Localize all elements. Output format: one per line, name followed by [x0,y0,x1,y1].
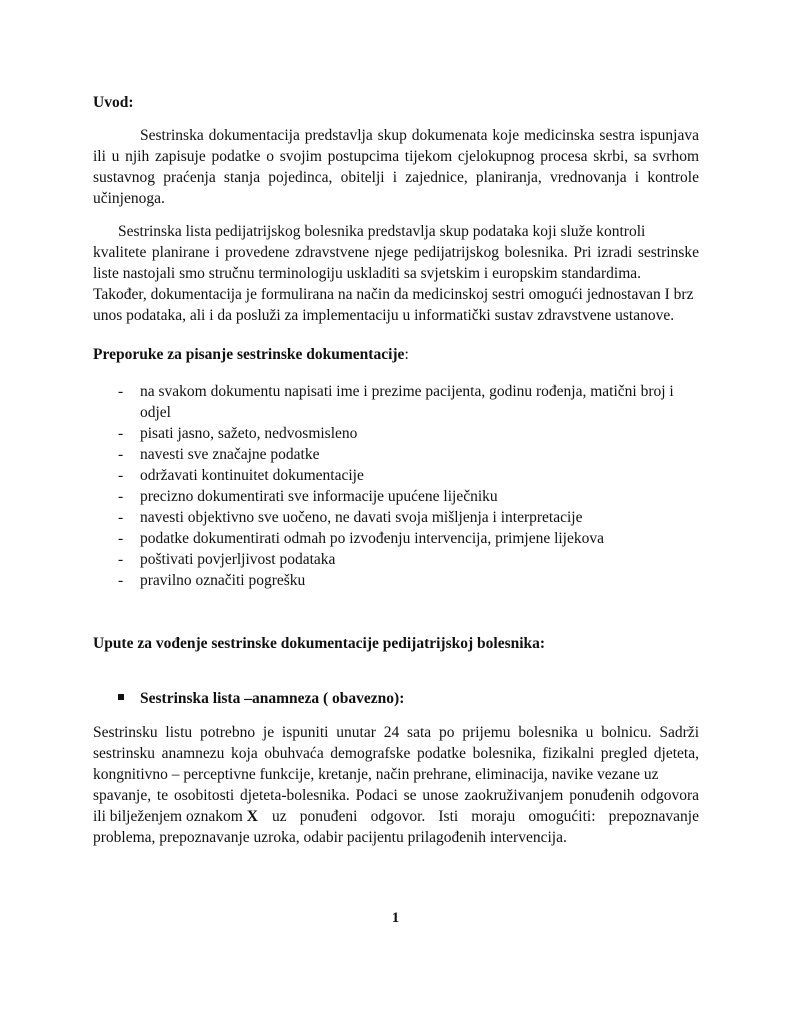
list-item [118,507,674,528]
list-item-text: na svakom dokumentu napisati ime i prezime pacijenta, godinu rođenja, matični broj i [140,383,674,400]
list-item [118,486,674,507]
paragraph-line: spavanje, te osobitosti djeteta-bolesnika. Podaci se unose zaokruživanjem ponuđenih odgovora [93,787,699,804]
square-bullet-icon [118,694,124,700]
paragraph-fragment: ili bilježenjem oznakom [93,808,243,825]
intro-paragraph-2 [93,221,699,326]
list-item-text: navesti sve značajne podatke [140,446,320,463]
page-number: 1 [391,910,400,926]
intro-paragraph-1 [93,125,699,209]
dash-marker: - [118,425,124,442]
paragraph-line: liste nastojali smo stručnu terminologiju uskladiti sa svjetskim i europskim standardima. [93,265,642,282]
paragraph-line [93,806,699,827]
list-item [118,528,674,549]
anamnesis-bullet [118,688,404,709]
paragraph-line: kvalitete planirane i provedene zdravstvene njege pedijatrijskog bolesnika. Pri izradi sestrinske [93,244,699,261]
list-item-text: pravilno označiti pogrešku [140,572,306,589]
paragraph-line: učinjenoga. [93,190,165,207]
dash-marker: - [118,383,124,400]
list-item-text: navesti objektivno sve uočeno, ne davati svoja mišljenja i interpretacije [140,509,583,526]
paragraph-line: sestrinsku anamnezu koja obuhvaća demografske podatke bolesnika, fizikalni pregled djeteta, [93,745,699,762]
paragraph-line: ili u njih zapisuje podatke o svojim postupcima tijekom cjelokupnog procesa skrbi, sa svrhom [93,148,699,165]
list-item-text: podatke dokumentirati odmah po izvođenju intervencija, primjene lijekova [140,530,605,547]
paragraph-line: Sestrinska dokumentacija predstavlja skup dokumenata koje medicinska sestra ispunjava [140,127,699,144]
list-item [118,444,674,465]
list-item [118,423,674,444]
x-mark: X [246,808,258,825]
list-item-text: održavati kontinuitet dokumentacije [140,467,364,484]
paragraph-line: sustavnog praćenja stanja pojedinca, obitelji i zajednice, planiranja, vrednovanja i kontrole [93,169,699,186]
list-item-text: pisati jasno, sažeto, nedvosmisleno [140,425,358,442]
paragraph-line: unos podataka, ali i da posluži za implementaciju u informatički sustav zdravstvene ustanove. [93,307,675,324]
list-item-text: poštivati povjerljivost podataka [140,551,336,568]
dash-marker: - [118,551,124,568]
recommendations-list [118,381,674,591]
recommendations-title-colon: : [404,346,409,363]
list-item-text: precizno dokumentirati sve informacije upućene liječniku [140,488,498,505]
intro-heading: Uvod: [93,94,134,111]
paragraph-line: kongnitivno – perceptivne funkcije, kretanje, način prehrane, eliminacija, navike vezane uz [93,766,659,783]
list-item [118,549,674,570]
dash-marker: - [118,446,124,463]
anamnesis-paragraph [93,722,699,848]
paragraph-line: Sestrinsku listu potrebno je ispuniti unutar 24 sata po prijemu bolesnika u bolnicu. Sadrži [93,724,699,741]
recommendations-title: Preporuke za pisanje sestrinske dokumentacije [93,346,405,363]
dash-marker: - [118,467,124,484]
dash-marker: - [118,488,124,505]
dash-marker: - [118,509,124,526]
paragraph-fragment: uz ponuđeni odgovor. Isti moraju omogućiti: prepoznavanje [272,808,699,825]
list-item-continuation: odjel [140,404,171,421]
list-item [118,465,674,486]
anamnesis-label: Sestrinska lista –anamneza ( obavezno): [140,690,405,707]
paragraph-line: Sestrinska lista pedijatrijskog bolesnika predstavlja skup podataka koji služe kontroli [118,223,646,240]
list-item [118,381,674,423]
recommendations-heading [93,344,409,365]
paragraph-line: Također, dokumentacija je formulirana na način da medicinskoj sestri omogući jednostavan I brz [93,286,694,303]
paragraph-line: problema, prepoznavanje uzroka, odabir pacijentu prilagođenih intervencija. [93,829,567,846]
list-item [118,570,674,591]
dash-marker: - [118,530,124,547]
dash-marker: - [118,572,124,589]
instructions-heading: Upute za vođenje sestrinske dokumentacije pedijatrijskoj bolesnika: [93,635,546,652]
